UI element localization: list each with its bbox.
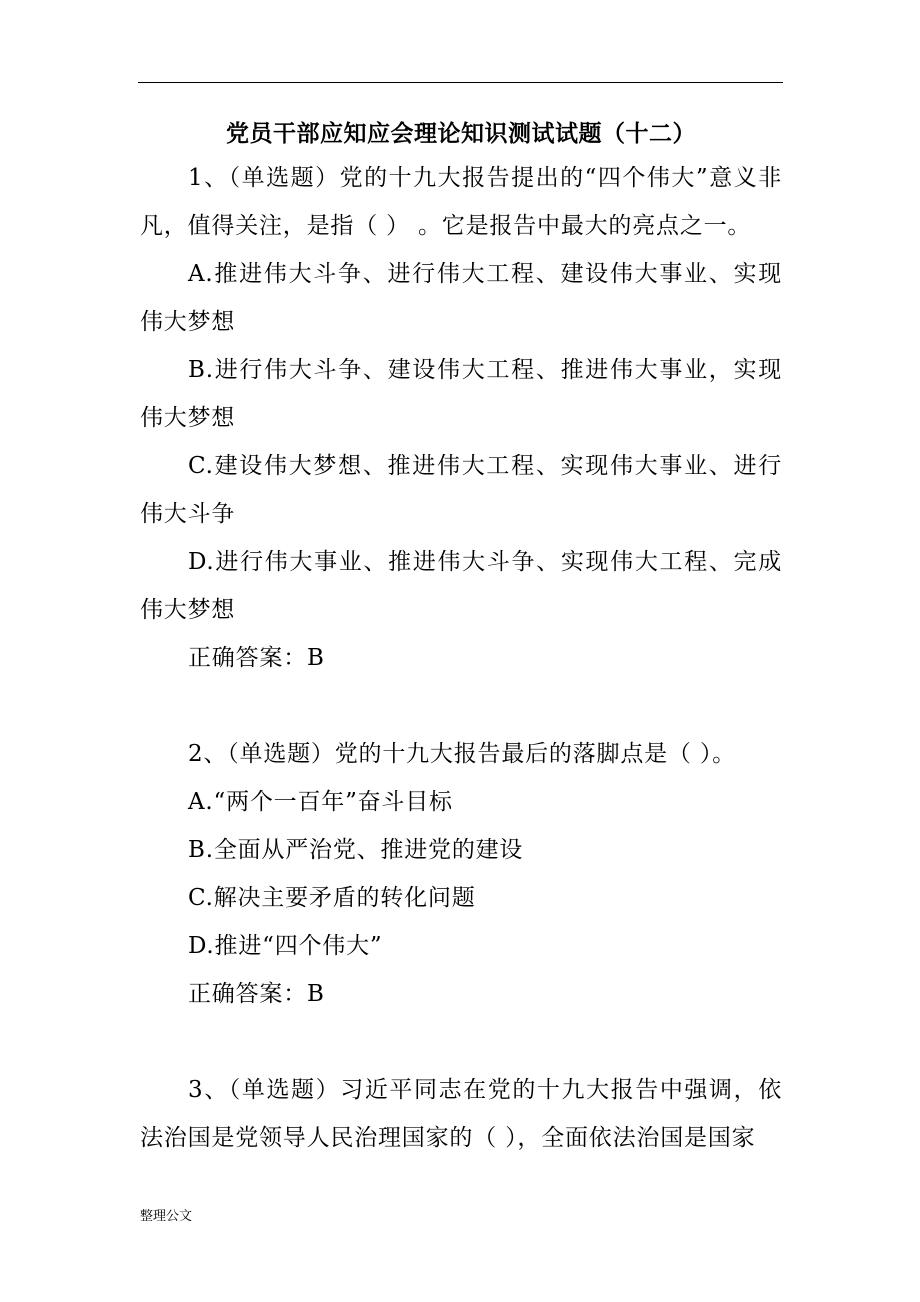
question-2: [140, 730, 782, 1018]
header-rule: [138, 82, 783, 83]
question-1-answer: 正确答案：B: [188, 645, 325, 671]
blank-line: [140, 682, 782, 730]
question-2-option-c: C.解决主要矛盾的转化问题: [188, 885, 476, 911]
question-3: [140, 1066, 782, 1162]
question-1-stem: 1、（单选题）党的十九大报告提出的“四个伟大”意义非凡，值得关注，是指（ ） 。它是报告中最大的亮点之一。: [140, 165, 782, 239]
question-1-option-a: A.推进伟大斗争、进行伟大工程、建设伟大事业、实现伟大梦想: [140, 261, 782, 335]
question-1-option-c: C.建设伟大梦想、推进伟大工程、实现伟大事业、进行伟大斗争: [140, 453, 782, 527]
question-2-option-b: B.全面从严治党、推进党的建设: [188, 837, 524, 863]
document-title: 党员干部应知应会理论知识测试试题（十二）: [226, 120, 696, 147]
question-2-option-a: A.“两个一百年”奋斗目标: [188, 789, 453, 815]
question-1: [140, 154, 782, 682]
document-body: [140, 114, 782, 1162]
question-3-stem: 3、（单选题）习近平同志在党的十九大报告中强调，依法治国是党领导人民治理国家的（ ），全面依法治国是国家: [140, 1077, 782, 1151]
page-footer: 整理公文: [140, 1209, 193, 1224]
question-2-stem: 2、（单选题）党的十九大报告最后的落脚点是（ ）。: [188, 741, 736, 767]
question-1-option-d: D.进行伟大事业、推进伟大斗争、实现伟大工程、完成伟大梦想: [140, 549, 782, 623]
blank-line: [140, 1018, 782, 1066]
question-2-answer: 正确答案：B: [188, 981, 325, 1007]
question-1-option-b: B.进行伟大斗争、建设伟大工程、推进伟大事业，实现伟大梦想: [140, 357, 782, 431]
question-2-option-d: D.推进“四个伟大”: [188, 933, 383, 959]
